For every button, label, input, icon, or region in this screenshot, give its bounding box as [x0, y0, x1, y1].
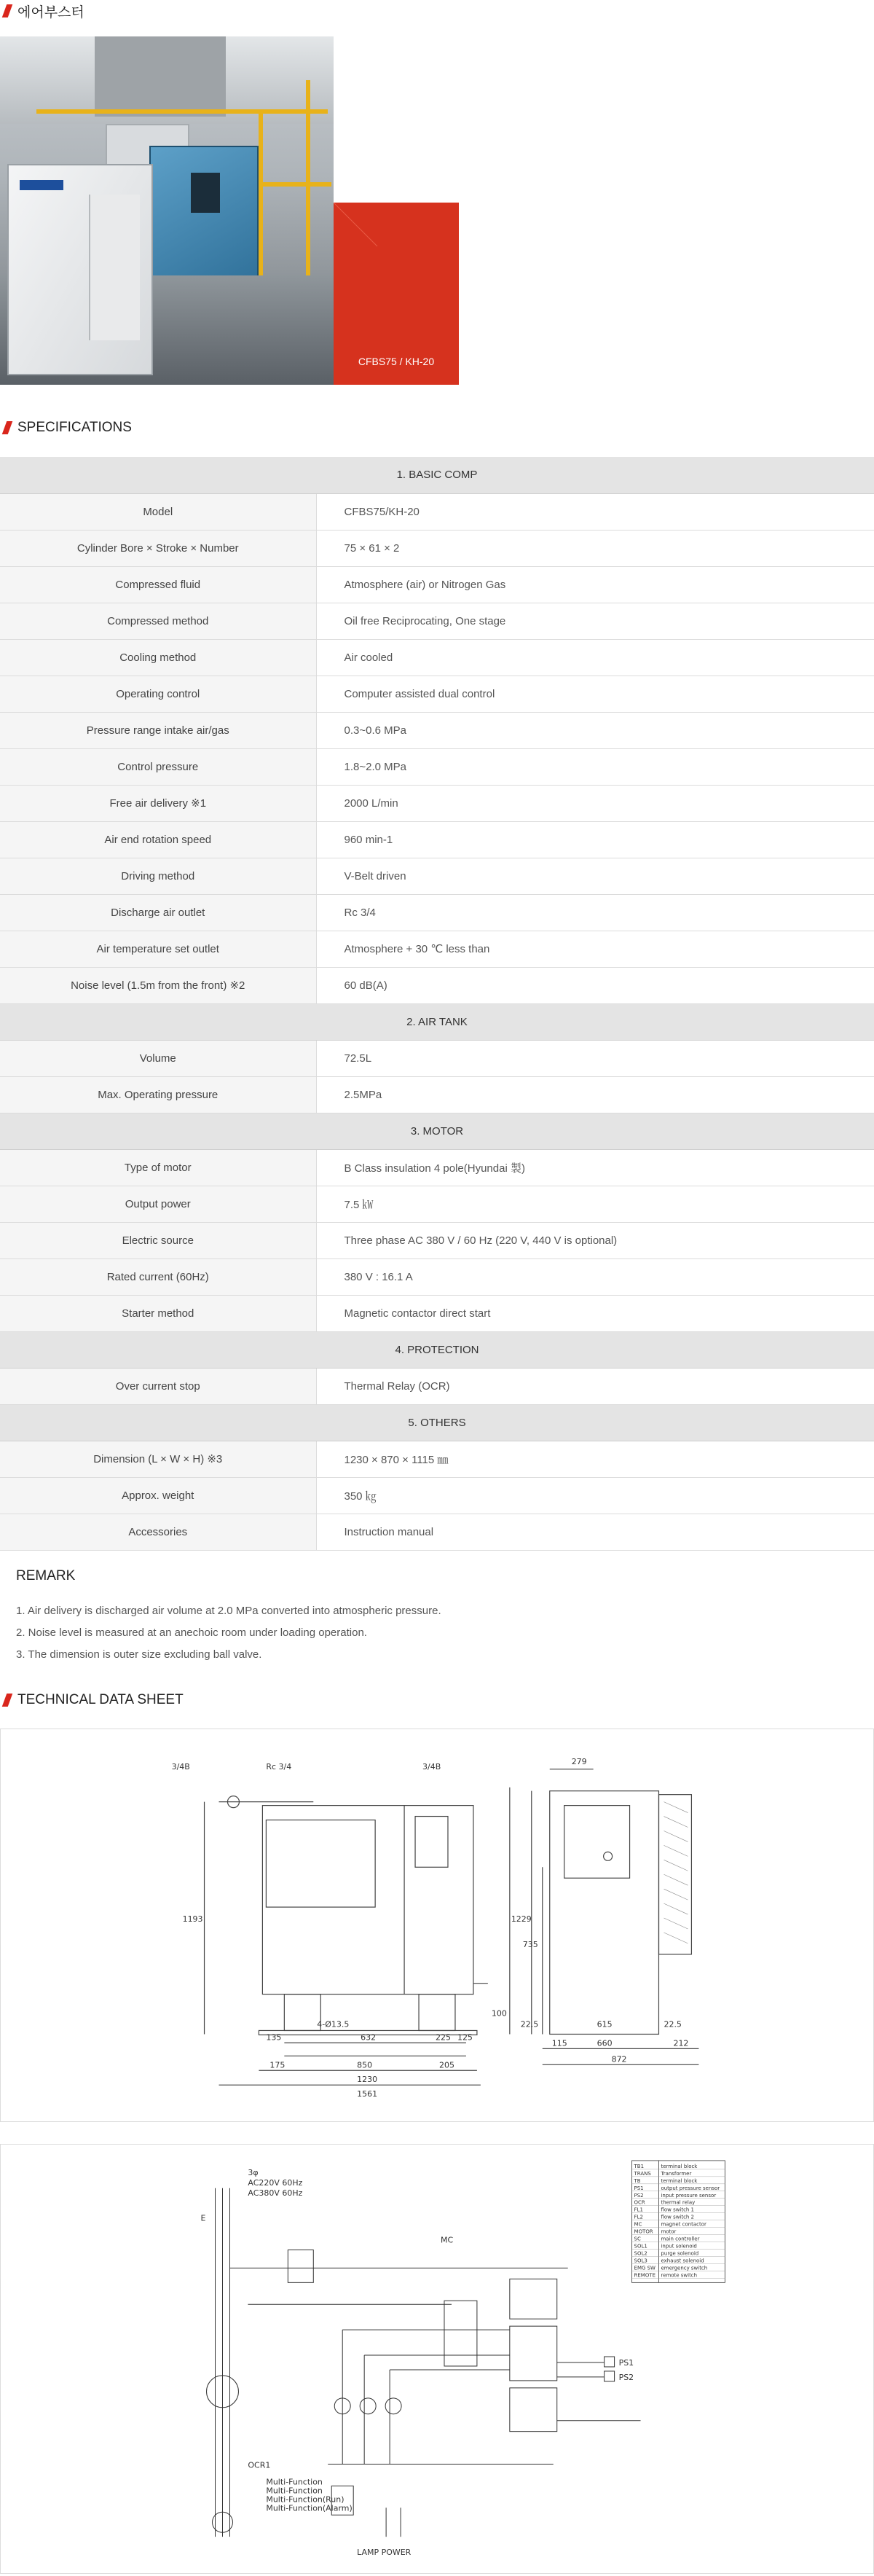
spec-row	[0, 785, 874, 821]
product-photo	[0, 36, 334, 385]
spec-value: 1230 × 870 × 1115 ㎜	[316, 1441, 874, 1477]
dim-label: 4-Ø13.5	[317, 2019, 350, 2029]
dim-label: 1230	[357, 2075, 378, 2085]
legend-desc: flow switch 2	[661, 2214, 694, 2220]
spec-label: Cooling method	[0, 639, 316, 676]
dim-label: 100	[491, 2008, 507, 2019]
schematic-label: Multi-Function	[266, 2477, 323, 2487]
legend-desc: motor	[661, 2228, 677, 2235]
spec-label: Free air delivery ※1	[0, 785, 316, 821]
specifications-heading	[0, 417, 132, 439]
dim-label: 872	[611, 2054, 627, 2064]
spec-label: Pressure range intake air/gas	[0, 712, 316, 748]
title-mark	[2, 1694, 13, 1707]
spec-row	[0, 1040, 874, 1076]
spec-value: 380 V : 16.1 A	[316, 1258, 874, 1295]
spec-label: Cylinder Bore × Stroke × Number	[0, 530, 316, 566]
tech-data-heading	[0, 1689, 184, 1711]
spec-label: Max. Operating pressure	[0, 1076, 316, 1113]
dim-label: 632	[361, 2032, 377, 2043]
spec-row	[0, 1295, 874, 1331]
remark-item: 1. Air delivery is discharged air volume at 2.0 MPa converted into atmospheric pressure.	[16, 1605, 441, 1617]
spec-value: 2.5MPa	[316, 1076, 874, 1113]
spec-row	[0, 821, 874, 858]
legend-desc: flow switch 1	[661, 2207, 694, 2213]
spec-value: 75 × 61 × 2	[316, 530, 874, 566]
title-mark	[2, 4, 13, 17]
spec-section-header	[0, 1003, 874, 1040]
spec-label: Noise level (1.5m from the front) ※2	[0, 967, 316, 1003]
legend-desc: magnet contactor	[661, 2221, 706, 2228]
spec-value: V-Belt driven	[316, 858, 874, 894]
spec-label: Compressed method	[0, 603, 316, 639]
remark-title: REMARK	[16, 1568, 76, 1583]
legend-code: PS2	[634, 2192, 644, 2199]
legend-code: MOTOR	[634, 2228, 653, 2235]
dim-label: 205	[438, 2060, 454, 2070]
dim-label: 615	[597, 2019, 613, 2029]
legend-desc: terminal block	[661, 2163, 698, 2169]
schematic-label: Multi-Function(Alarm)	[266, 2503, 353, 2513]
spec-label: Electric source	[0, 1222, 316, 1258]
dim-label: 225	[436, 2032, 451, 2043]
legend-desc: thermal relay	[661, 2199, 696, 2206]
spec-value: 0.3~0.6 MPa	[316, 712, 874, 748]
spec-value: Rc 3/4	[316, 894, 874, 931]
tech-data-title: TECHNICAL DATA SHEET	[17, 1692, 184, 1707]
dim-label: 3/4B	[422, 1761, 441, 1772]
spec-label: Over current stop	[0, 1368, 316, 1404]
spec-section-title: 1. BASIC COMP	[0, 457, 874, 493]
product-title-text: 에어부스터	[17, 4, 84, 20]
spec-value: CFBS75/KH-20	[316, 493, 874, 530]
spec-label: Operating control	[0, 676, 316, 712]
spec-label: Compressed fluid	[0, 566, 316, 603]
dim-label: 279	[571, 1756, 587, 1766]
dim-label: 115	[551, 2038, 567, 2048]
legend-desc: main controller	[661, 2236, 700, 2242]
legend-desc: emergency switch	[661, 2265, 708, 2271]
spec-row	[0, 1186, 874, 1222]
dim-label: 22.5	[664, 2019, 682, 2029]
dim-label: 850	[357, 2060, 373, 2070]
remark-item: 2. Noise level is measured at an anechoic room under loading operation.	[16, 1626, 367, 1639]
dim-label: 22.5	[520, 2019, 539, 2029]
legend-code: TB1	[634, 2163, 645, 2169]
remark-list	[16, 1600, 441, 1666]
spec-value: 60 dB(A)	[316, 967, 874, 1003]
dim-label: Rc 3/4	[266, 1761, 292, 1772]
legend-code: SOL2	[634, 2250, 647, 2257]
spec-value: Instruction manual	[316, 1514, 874, 1550]
spec-label: Accessories	[0, 1514, 316, 1550]
spec-row	[0, 603, 874, 639]
spec-label: Air temperature set outlet	[0, 931, 316, 967]
spec-value: Computer assisted dual control	[316, 676, 874, 712]
legend-code: SOL1	[634, 2243, 647, 2250]
product-title	[0, 0, 84, 22]
spec-value: 1.8~2.0 MPa	[316, 748, 874, 785]
spec-section-title: 4. PROTECTION	[0, 1331, 874, 1368]
spec-value: Three phase AC 380 V / 60 Hz (220 V, 440 V is optional)	[316, 1222, 874, 1258]
dim-label: 135	[266, 2032, 282, 2043]
legend-code: TRANS	[634, 2170, 651, 2177]
spec-label: Starter method	[0, 1295, 316, 1331]
schematic-label: PS1	[618, 2357, 634, 2368]
legend-code: OCR	[634, 2199, 645, 2206]
schematic-label: LAMP POWER	[357, 2548, 412, 2558]
spec-row	[0, 639, 874, 676]
spec-row	[0, 967, 874, 1003]
legend-code: REMOTE	[634, 2272, 656, 2279]
spec-label: Output power	[0, 1186, 316, 1222]
dim-label: 1193	[182, 1914, 203, 1925]
spec-section-header	[0, 1331, 874, 1368]
schematic-label: AC220V 60Hz	[248, 2177, 303, 2188]
spec-row	[0, 493, 874, 530]
legend-code: PS1	[634, 2185, 644, 2191]
spec-row	[0, 1149, 874, 1186]
spec-section-title: 5. OTHERS	[0, 1404, 874, 1441]
spec-label: Approx. weight	[0, 1477, 316, 1514]
spec-value: Atmosphere + 30 ℃ less than	[316, 931, 874, 967]
spec-row	[0, 1368, 874, 1404]
title-mark	[2, 421, 13, 434]
spec-value: B Class insulation 4 pole(Hyundai 製)	[316, 1149, 874, 1186]
legend-code: SOL3	[634, 2258, 647, 2264]
spec-row	[0, 1076, 874, 1113]
spec-value: Magnetic contactor direct start	[316, 1295, 874, 1331]
legend-code: SC	[634, 2236, 641, 2242]
spec-section-header	[0, 1113, 874, 1149]
legend-desc: terminal block	[661, 2177, 698, 2184]
legend-code: MC	[634, 2221, 642, 2228]
schematic-label: OCR1	[248, 2460, 271, 2470]
legend-code: EMG SW	[634, 2265, 656, 2271]
spec-row	[0, 1222, 874, 1258]
schematic-label: E	[200, 2213, 206, 2223]
spec-label: Control pressure	[0, 748, 316, 785]
schematic-label: AC380V 60Hz	[248, 2188, 303, 2198]
spec-row	[0, 931, 874, 967]
legend-desc: purge solenoid	[661, 2250, 699, 2257]
dim-label: 1561	[357, 2089, 378, 2099]
dimension-drawing	[0, 1729, 874, 2122]
specifications-title: SPECIFICATIONS	[17, 420, 132, 435]
spec-row	[0, 566, 874, 603]
spec-row	[0, 748, 874, 785]
spec-row	[0, 530, 874, 566]
remark-item: 3. The dimension is outer size excluding ball valve.	[16, 1648, 262, 1661]
spec-value: 350 ㎏	[316, 1477, 874, 1514]
spec-row	[0, 1514, 874, 1550]
schematic-label: PS2	[618, 2372, 634, 2382]
legend-desc: exhaust solenoid	[661, 2258, 704, 2264]
spec-label: Driving method	[0, 858, 316, 894]
wiring-schematic	[0, 2144, 874, 2574]
spec-value: Air cooled	[316, 639, 874, 676]
dim-label: 125	[457, 2032, 473, 2043]
dim-label: 175	[269, 2060, 286, 2070]
hero-caption: CFBS75 / KH-20	[358, 356, 435, 367]
legend-desc: output pressure sensor	[661, 2185, 720, 2191]
spec-row	[0, 1477, 874, 1514]
spec-row	[0, 712, 874, 748]
spec-value: 2000 L/min	[316, 785, 874, 821]
dim-label: 660	[597, 2038, 613, 2048]
spec-row	[0, 858, 874, 894]
spec-value: 960 min-1	[316, 821, 874, 858]
schematic-label: 3φ	[248, 2167, 259, 2177]
spec-row	[0, 676, 874, 712]
spec-row	[0, 894, 874, 931]
spec-label: Air end rotation speed	[0, 821, 316, 858]
spec-section-header	[0, 457, 874, 493]
spec-value: 7.5 ㎾	[316, 1186, 874, 1222]
spec-label: Type of motor	[0, 1149, 316, 1186]
spec-value: Thermal Relay (OCR)	[316, 1368, 874, 1404]
dim-label: 735	[522, 1939, 538, 1949]
legend-code: TB	[634, 2177, 641, 2184]
spec-value: 72.5L	[316, 1040, 874, 1076]
dim-label: 212	[673, 2038, 689, 2048]
schematic-label: MC	[440, 2235, 454, 2245]
legend-desc: input solenoid	[661, 2243, 697, 2250]
schematic-label: Multi-Function(Run)	[266, 2494, 345, 2505]
spec-section-title: 3. MOTOR	[0, 1113, 874, 1149]
legend-desc: Transformer	[661, 2170, 692, 2177]
schematic-label: Multi-Function	[266, 2486, 323, 2496]
legend-code: FL2	[634, 2214, 643, 2220]
spec-label: Model	[0, 493, 316, 530]
spec-section-title: 2. AIR TANK	[0, 1003, 874, 1040]
legend-code: FL1	[634, 2207, 643, 2213]
spec-section-header	[0, 1404, 874, 1441]
spec-table	[0, 457, 874, 1551]
spec-label: Volume	[0, 1040, 316, 1076]
dim-label: 3/4B	[171, 1761, 190, 1772]
spec-label: Rated current (60Hz)	[0, 1258, 316, 1295]
spec-value: Atmosphere (air) or Nitrogen Gas	[316, 566, 874, 603]
spec-row	[0, 1441, 874, 1477]
dim-label: 1229	[511, 1914, 532, 1925]
spec-value: Oil free Reciprocating, One stage	[316, 603, 874, 639]
spec-row	[0, 1258, 874, 1295]
legend-desc: input pressure sensor	[661, 2192, 717, 2199]
spec-label: Discharge air outlet	[0, 894, 316, 931]
legend-desc: remote switch	[661, 2272, 698, 2279]
spec-label: Dimension (L × W × H) ※3	[0, 1441, 316, 1477]
